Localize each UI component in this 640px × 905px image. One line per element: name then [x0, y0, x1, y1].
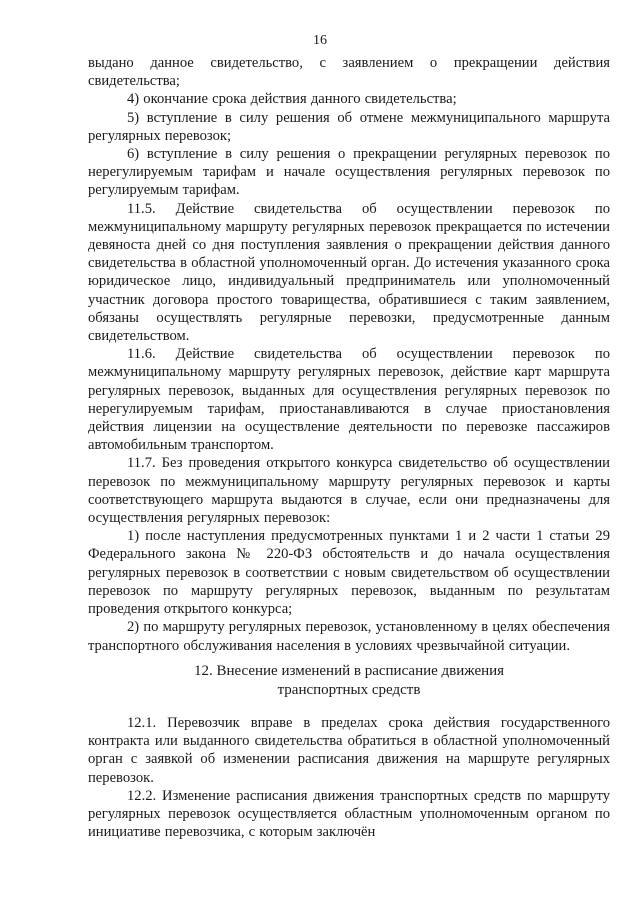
- body-text-lower: [88, 714, 610, 841]
- section-heading-line-2: транспортных средств: [277, 681, 421, 698]
- clause-12-1: 12.1. Перевозчик вправе в пределах срока действия государственного контракта или выданного свидетельства обратиться в областной уполномоченный орган с заявкой об изменении расписания движения на маршруте регулярных перевозок.: [88, 715, 610, 786]
- paragraph-continuation: выдано данное свидетельство, с заявлением о прекращении действия свидетельства;: [88, 55, 610, 90]
- clause-12-2: 12.2. Изменение расписания движения транспортных средств по маршруту регулярных перевозок осуществляется областным уполномоченным органом по инициативе перевозчика, с которым заключён: [88, 787, 610, 841]
- page-number: 16: [313, 33, 327, 48]
- section-heading-12: [88, 662, 610, 699]
- list-item-5: 5) вступление в силу решения об отмене межмуниципального маршрута регулярных перевозок;: [88, 109, 610, 144]
- body-text-upper: [88, 54, 610, 655]
- clause-11-7-item-2: 2) по маршруту регулярных перевозок, установленному в целях обеспечения транспортного обслуживания населения в условиях чрезвычайной ситуации.: [88, 619, 610, 654]
- clause-11-5: 11.5. Действие свидетельства об осуществлении перевозок по межмуниципальному маршруту регулярных перевозок прекращается по истечении девяноста дней со дня поступления заявления о прекращении действия данного свидетельства в областной уполномоченный орган. До истечения указанного срока юридическое лицо, индивидуальный предприниматель или уполномоченный участник договора простого товарищества, обратившиеся с таким заявлением, обязаны осуществлять регулярные перевозки, предусмотренные данным свидетельством.: [88, 200, 610, 345]
- clause-11-6: 11.6. Действие свидетельства об осуществлении перевозок по межмуниципальному маршруту регулярных перевозок, действие карт маршрута регулярных перевозок, выданных для осуществления регулярных перевозок по нерегулируемым тарифам, приостанавливаются в случае приостановления действия лицензии на осуществление деятельности по перевозке пассажиров автомобильным транспортом.: [88, 346, 610, 454]
- list-item-4: 4) окончание срока действия данного свидетельства;: [127, 91, 457, 108]
- clause-11-7-item-1: 1) после наступления предусмотренных пунктами 1 и 2 части 1 статьи 29 Федерального закона № 220-ФЗ обстоятельств и до начала осуществления регулярных перевозок в соответствии с новым свидетельством об осуществлении перевозок по маршруту регулярных перевозок, выданным по результатам проведения открытого конкурса;: [88, 528, 610, 618]
- clause-11-7: 11.7. Без проведения открытого конкурса свидетельство об осуществлении перевозок по межмуниципальному маршруту регулярных перевозок и карты соответствующего маршрута выдаются в случае, если они предназначены для осуществления регулярных перевозок:: [88, 455, 610, 527]
- section-heading-line-1: 12. Внесение изменений в расписание движения: [193, 663, 505, 679]
- list-item-6: 6) вступление в силу решения о прекращении регулярных перевозок по нерегулируемым тарифам и начале осуществления регулярных перевозок по регулируемым тарифам.: [88, 146, 610, 199]
